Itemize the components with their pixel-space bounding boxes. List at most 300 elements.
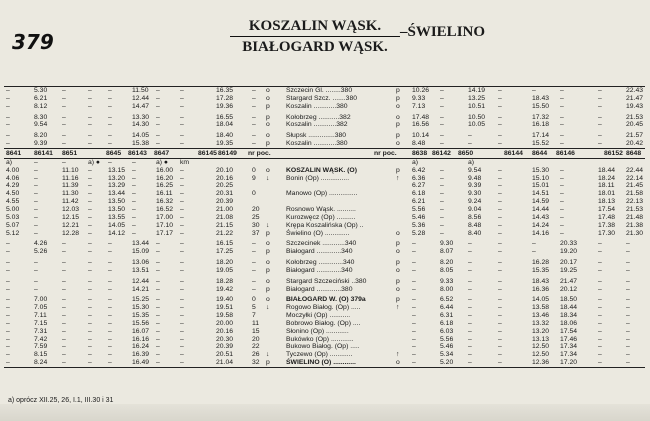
table-cell: 16.07	[132, 327, 150, 335]
table-cell: 5.56	[440, 335, 454, 343]
table-cell: 21.48	[626, 213, 644, 221]
table-cell: 15.10	[532, 174, 550, 182]
table-cell: –	[498, 359, 502, 367]
table-cell: p	[266, 113, 270, 121]
table-cell: –	[626, 248, 630, 256]
table-cell: –	[560, 121, 564, 129]
station-name: Szczecinek ............340	[286, 240, 357, 248]
table-cell: 5.56	[412, 205, 426, 213]
table-cell: –	[108, 132, 112, 140]
table-cell: –	[252, 102, 256, 110]
table-cell: –	[34, 285, 38, 293]
table-cell: 4.06	[6, 174, 20, 182]
table-cell: –	[132, 158, 136, 166]
table-cell: p	[396, 259, 400, 267]
table-cell: –	[498, 113, 502, 121]
table-cell: –	[88, 229, 92, 237]
table-row	[4, 248, 645, 256]
table-cell: –	[156, 102, 160, 110]
table-cell: –	[34, 259, 38, 267]
table-cell: –	[180, 296, 184, 304]
table-cell: –	[88, 312, 92, 320]
table-cell: 13.25	[468, 94, 486, 102]
table-cell: 17.25	[216, 248, 234, 256]
table-cell: 11.50	[132, 87, 149, 94]
table-cell: 13.15	[108, 166, 126, 174]
table-cell: 22.43	[626, 87, 644, 94]
table-cell: –	[498, 190, 502, 198]
table-cell: 37	[252, 229, 260, 237]
table-cell: 9.30	[440, 240, 454, 248]
table-cell: –	[88, 166, 92, 174]
table-cell: –	[598, 266, 602, 274]
table-cell: –	[598, 248, 602, 256]
table-cell: –	[88, 205, 92, 213]
table-cell: 17.34	[560, 343, 578, 351]
table-cell: –	[252, 113, 256, 121]
table-cell: –	[62, 259, 66, 267]
table-cell: 86146	[556, 149, 575, 157]
table-cell: 86145	[198, 149, 217, 157]
table-cell: 20.33	[560, 240, 578, 248]
table-cell: 15.30	[132, 304, 150, 312]
table-cell: –	[560, 182, 564, 190]
table-cell: –	[108, 113, 112, 121]
table-cell: –	[156, 87, 160, 94]
table-cell: 7.42	[34, 335, 48, 343]
table-cell: 17.34	[560, 351, 578, 359]
table-cell: –	[498, 304, 502, 312]
table-cell: 86152	[604, 149, 623, 157]
table-cell: 13.51	[132, 266, 150, 274]
table-cell: 9.30	[468, 190, 482, 198]
table-cell: 11	[252, 319, 260, 327]
table-cell: –	[62, 304, 66, 312]
table-cell: –	[498, 182, 502, 190]
table-cell: –	[180, 312, 184, 320]
table-cell: –	[180, 240, 184, 248]
table-row	[4, 259, 645, 267]
table-cell: 8647	[154, 149, 170, 157]
table-cell: –	[108, 240, 112, 248]
table-cell: 8.07	[440, 248, 454, 256]
table-cell: –	[498, 205, 502, 213]
table-cell: –	[88, 240, 92, 248]
table-cell: –	[6, 285, 10, 293]
table-cell: 8.05	[440, 266, 454, 274]
table-cell: 19.35	[216, 140, 234, 148]
table-cell: 18.28	[216, 277, 234, 285]
table-cell: 15.25	[132, 296, 150, 304]
table-cell: 86142	[432, 149, 451, 157]
table-cell: –	[156, 285, 160, 293]
table-cell: –	[108, 296, 112, 304]
table-row	[4, 304, 645, 312]
table-cell: 14.30	[132, 121, 150, 129]
table-cell: 18.44	[598, 166, 616, 174]
table-cell: 6.21	[412, 198, 426, 206]
table-cell: 20.10	[216, 166, 234, 174]
table-cell: –	[468, 132, 472, 140]
table-cell: –	[6, 248, 10, 256]
table-cell: a)	[6, 158, 13, 166]
table-cell: 16.18	[532, 121, 550, 129]
table-cell: –	[108, 319, 112, 327]
table-cell: –	[468, 248, 472, 256]
table-cell: –	[132, 166, 136, 174]
table-cell: –	[440, 113, 444, 121]
table-cell: 11.30	[62, 190, 79, 198]
table-cell: 15.56	[132, 319, 150, 327]
table-cell: –	[560, 205, 564, 213]
table-cell: 17.17	[156, 229, 174, 237]
table-cell: –	[6, 277, 10, 285]
table-cell: –	[6, 132, 10, 140]
table-cell: –	[598, 351, 602, 359]
table-cell: –	[156, 277, 160, 285]
table-row	[4, 320, 645, 328]
table-cell: a)	[468, 158, 475, 166]
table-cell: 6.18	[440, 319, 454, 327]
table-cell: –	[180, 121, 184, 129]
table-cell: –	[6, 266, 10, 274]
table-cell: –	[252, 285, 256, 293]
table-cell: 14.05	[108, 221, 126, 229]
table-cell: 14.47	[132, 102, 150, 110]
table-cell: –	[440, 182, 444, 190]
station-name: Białogard .............340	[286, 266, 353, 274]
table-cell: p	[266, 140, 270, 148]
timetable	[4, 86, 645, 368]
table-cell: –	[180, 343, 184, 351]
table-cell: 25	[252, 213, 260, 221]
table-cell: 13.46	[532, 312, 550, 320]
table-cell: 8.48	[468, 221, 482, 229]
table-cell: –	[62, 94, 66, 102]
table-cell: 20.16	[216, 327, 234, 335]
table-cell: 13.13	[532, 335, 550, 343]
table-cell: –	[132, 190, 136, 198]
table-cell: 14.19	[468, 87, 486, 94]
table-cell: 8.30	[34, 113, 48, 121]
table-cell: –	[180, 182, 184, 190]
table-cell: 20.12	[560, 285, 578, 293]
table-cell: –	[498, 327, 502, 335]
table-cell: o	[396, 229, 400, 237]
table-cell: –	[88, 319, 92, 327]
table-cell: 15.09	[132, 248, 150, 256]
table-cell: 5.46	[412, 213, 426, 221]
table-cell: 11.39	[62, 182, 79, 190]
table-cell: 15.01	[532, 182, 550, 190]
table-cell: nr poc.	[248, 149, 271, 157]
table-cell: –	[598, 240, 602, 248]
table-cell: 8644	[532, 149, 548, 157]
table-cell: 17.28	[216, 94, 234, 102]
table-cell: –	[598, 327, 602, 335]
table-cell: –	[34, 158, 38, 166]
table-cell: –	[180, 87, 184, 94]
station-name: Tyczewo (Op) ............	[286, 351, 353, 359]
table-cell: –	[498, 277, 502, 285]
table-cell: p	[396, 132, 400, 140]
table-row	[4, 351, 645, 359]
table-cell: 7.11	[34, 312, 47, 320]
table-cell: 8638	[412, 149, 428, 157]
table-cell: 8.56	[468, 213, 482, 221]
table-cell: 16.56	[412, 121, 430, 129]
table-cell: 6.27	[412, 182, 426, 190]
table-cell: –	[626, 351, 630, 359]
table-cell: 12.21	[62, 221, 80, 229]
table-cell: 17.38	[598, 221, 616, 229]
table-cell: 21.38	[626, 221, 644, 229]
table-cell: –	[88, 277, 92, 285]
table-cell: 4.50	[6, 190, 20, 198]
table-cell: ↓	[266, 304, 270, 312]
table-cell: –	[88, 198, 92, 206]
table-cell: –	[560, 132, 564, 140]
route-bottom: BIAŁOGARD WĄSK.	[242, 39, 388, 55]
table-cell: 6.42	[412, 166, 426, 174]
table-cell: –	[252, 94, 256, 102]
table-cell: –	[498, 229, 502, 237]
table-row	[4, 343, 645, 351]
table-cell: –	[440, 140, 444, 148]
table-row	[4, 328, 645, 336]
table-cell: 19.25	[560, 266, 578, 274]
table-cell: 5.30	[34, 87, 48, 94]
table-cell: –	[560, 102, 564, 110]
table-cell: –	[132, 174, 136, 182]
table-cell: –	[498, 166, 502, 174]
route-branch: –ŚWIELINO	[400, 24, 486, 40]
table-cell: –	[62, 343, 66, 351]
table-cell: –	[108, 335, 112, 343]
table-cell: –	[498, 94, 502, 102]
table-cell: –	[440, 94, 444, 102]
table-cell: –	[598, 121, 602, 129]
table-cell: –	[412, 304, 416, 312]
table-cell: 19.51	[216, 304, 234, 312]
table-cell: –	[88, 94, 92, 102]
table-cell: –	[468, 240, 472, 248]
table-cell: 18.06	[560, 319, 578, 327]
table-cell: 8648	[626, 149, 642, 157]
table-cell: –	[598, 312, 602, 320]
table-cell: –	[498, 213, 502, 221]
table-cell: 11.42	[62, 198, 79, 206]
table-cell: 11.16	[62, 174, 79, 182]
table-cell: –	[132, 229, 136, 237]
station-name: Kołobrzeg .............340	[286, 259, 355, 267]
table-cell: 10.26	[412, 87, 430, 94]
table-cell: –	[598, 113, 602, 121]
table-cell: –	[62, 248, 66, 256]
table-cell: 18.40	[216, 132, 234, 140]
table-cell: –	[180, 285, 184, 293]
table-cell: –	[440, 121, 444, 129]
table-cell: –	[88, 304, 92, 312]
table-cell: –	[62, 359, 66, 367]
table-cell: –	[34, 213, 38, 221]
table-cell: 8.12	[34, 102, 48, 110]
table-cell: –	[88, 335, 92, 343]
table-cell: 5.07	[6, 221, 20, 229]
table-cell: –	[6, 121, 10, 129]
table-cell: 22.14	[626, 174, 644, 182]
station-name: Świelino (O) .............	[286, 229, 350, 237]
table-cell: 21.22	[216, 229, 234, 237]
table-cell: –	[62, 140, 66, 148]
table-cell: –	[6, 343, 10, 351]
table-cell: –	[532, 240, 536, 248]
table-cell: –	[88, 285, 92, 293]
table-cell: –	[88, 182, 92, 190]
table-cell: –	[6, 259, 10, 267]
table-cell: 8.48	[412, 140, 426, 148]
table-cell: –	[180, 259, 184, 267]
table-cell: –	[626, 240, 630, 248]
table-cell: 21.47	[560, 277, 578, 285]
table-cell: –	[598, 296, 602, 304]
table-cell: a)	[412, 158, 419, 166]
table-row	[4, 198, 645, 206]
table-cell: o	[396, 359, 400, 367]
station-name: ŚWIELINO (O) ............	[286, 359, 356, 367]
table-row	[4, 140, 645, 148]
table-cell: –	[156, 113, 160, 121]
table-cell: 16.28	[532, 259, 550, 267]
table-cell: –	[498, 266, 502, 274]
table-cell: –	[6, 94, 10, 102]
train-number-row	[4, 148, 645, 159]
table-cell: o	[266, 296, 270, 304]
table-cell: 14.43	[532, 213, 550, 221]
table-cell: –	[132, 221, 136, 229]
table-cell: –	[468, 319, 472, 327]
table-cell: –	[108, 351, 112, 359]
table-cell: 13.20	[532, 327, 550, 335]
table-cell: p	[396, 277, 400, 285]
table-cell: 14.21	[132, 285, 150, 293]
table-cell: 5.00	[6, 205, 20, 213]
table-cell: –	[62, 285, 66, 293]
table-cell: –	[498, 248, 502, 256]
table-cell: 20.51	[216, 351, 234, 359]
table-cell: –	[88, 343, 92, 351]
table-cell: 21.53	[626, 113, 644, 121]
table-cell: o	[266, 259, 270, 267]
table-cell: 13.58	[532, 304, 550, 312]
table-cell: 7.05	[34, 304, 48, 312]
table-cell: –	[6, 296, 10, 304]
table-cell: –	[498, 140, 502, 148]
table-cell: –	[156, 259, 160, 267]
table-cell: –	[560, 213, 564, 221]
table-row	[4, 95, 645, 103]
table-cell: 12.28	[62, 229, 80, 237]
table-cell: –	[252, 266, 256, 274]
table-cell: ↑	[396, 174, 400, 182]
table-cell: p	[266, 248, 270, 256]
table-number: 379	[12, 30, 54, 54]
table-cell: –	[412, 259, 416, 267]
table-cell: –	[108, 312, 112, 320]
table-cell: ↓	[266, 221, 270, 229]
table-cell: –	[156, 312, 160, 320]
table-row	[4, 296, 645, 304]
table-cell: p	[396, 94, 400, 102]
table-cell: 8641	[6, 149, 22, 157]
station-name: Rogowo Białog. (Op) .....	[286, 304, 361, 312]
table-cell: 17.10	[156, 221, 174, 229]
table-cell: –	[598, 343, 602, 351]
table-cell: –	[180, 327, 184, 335]
table-cell: –	[156, 296, 160, 304]
table-cell: –	[468, 140, 472, 148]
table-cell: –	[156, 359, 160, 367]
table-cell: –	[108, 266, 112, 274]
table-cell: 7.00	[34, 296, 48, 304]
table-cell: ↑	[396, 304, 400, 312]
table-cell: 9.48	[468, 174, 482, 182]
table-cell: 14.12	[108, 229, 126, 237]
table-cell: –	[180, 140, 184, 148]
table-cell: –	[108, 343, 112, 351]
table-cell: 6.31	[440, 312, 454, 320]
table-row	[4, 114, 645, 122]
table-cell: –	[62, 277, 66, 285]
table-cell: 8.40	[468, 229, 482, 237]
table-cell: 12.44	[132, 94, 150, 102]
table-cell: –	[62, 102, 66, 110]
table-cell: –	[626, 277, 630, 285]
table-cell: 16.39	[132, 351, 150, 359]
table-cell: –	[626, 312, 630, 320]
table-cell: 16.24	[132, 343, 150, 351]
table-cell: 18.43	[532, 277, 550, 285]
table-cell: 5.36	[412, 221, 426, 229]
table-cell: 30	[252, 221, 260, 229]
table-cell: 15.52	[532, 140, 550, 148]
table-cell: –	[598, 259, 602, 267]
table-cell: –	[498, 132, 502, 140]
table-cell: km	[180, 158, 190, 166]
table-cell: –	[34, 266, 38, 274]
table-cell: –	[560, 113, 564, 121]
table-cell: –	[108, 94, 112, 102]
table-cell: –	[108, 248, 112, 256]
table-cell: –	[252, 248, 256, 256]
table-cell: –	[180, 205, 184, 213]
route-header	[230, 16, 400, 57]
table-cell: –	[88, 213, 92, 221]
table-cell: –	[626, 343, 630, 351]
table-cell: 86144	[504, 149, 523, 157]
table-cell: 9	[252, 174, 256, 182]
table-cell: 86149	[218, 149, 237, 157]
table-cell: 16.36	[532, 285, 550, 293]
table-cell: 18.13	[598, 198, 616, 206]
table-cell: –	[108, 102, 112, 110]
table-cell: –	[598, 319, 602, 327]
table-cell: 21.58	[626, 190, 644, 198]
table-cell: –	[180, 113, 184, 121]
table-cell: 14.16	[532, 229, 550, 237]
table-cell: –	[34, 205, 38, 213]
table-cell: –	[598, 132, 602, 140]
